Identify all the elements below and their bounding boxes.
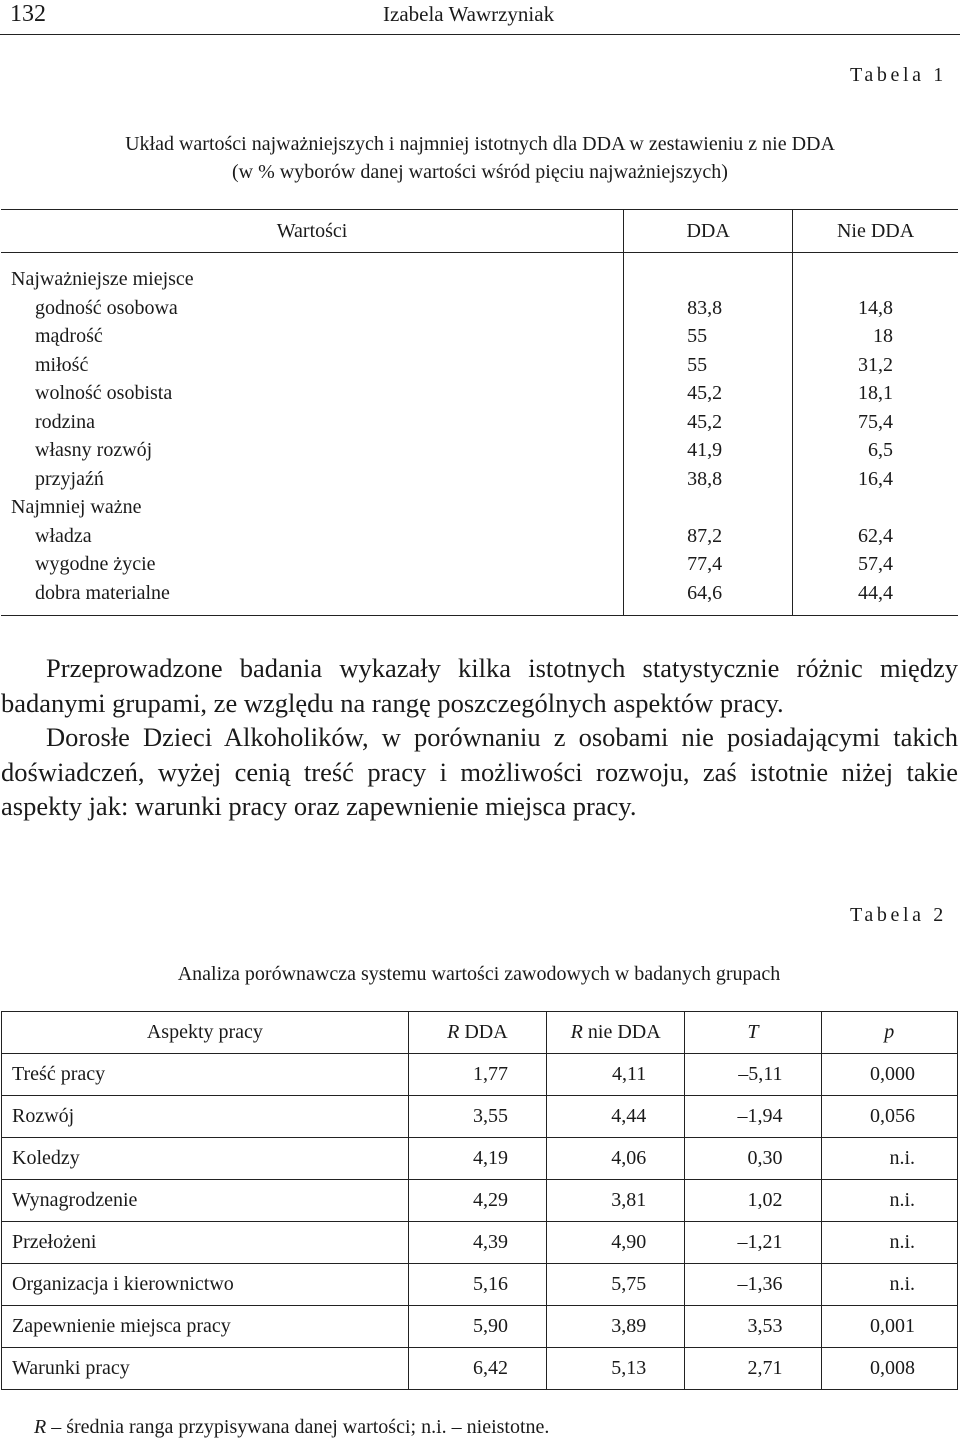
running-head-author: Izabela Wawrzyniak [383,2,555,26]
dda-percent [624,493,793,522]
p-value: n.i. [821,1180,957,1222]
value-label: przyjaźń [35,467,104,490]
value-label: dobra materialne [1,579,624,616]
values-table-header [1,210,958,253]
dda-percent: 77,4 [624,550,793,579]
value-label: wygodne życie [35,553,156,576]
nie-dda-percent: 62,4 [858,524,893,547]
column-header-r-dda: R DDA [408,1012,546,1054]
aspect: Organizacja i kierownictwo [2,1264,409,1306]
dda-percent: 55 [624,351,793,380]
value-label: mądrość [35,325,103,348]
r-dda-value: 4,19 [408,1138,546,1180]
p-value: 0,000 [821,1054,957,1096]
dda-percent: 45,2 [624,379,793,408]
t-value: 2,71 [685,1348,821,1390]
table-row [1,579,958,616]
aspect: Zapewnienie miejsca pracy [2,1306,409,1348]
value-label: miłość [35,353,89,376]
r-nie-dda-value: 4,90 [547,1222,685,1264]
table-row [2,1222,958,1264]
table-row [2,1180,958,1222]
value-label: wolność osobista [35,382,173,405]
body-text [1,651,958,824]
r-nie-dda-value: 5,13 [547,1348,685,1390]
table-row [2,1096,958,1138]
table2-label: Tabela 2 [850,904,947,926]
dda-percent: 64,6 [624,579,793,616]
r-nie-dda-value: 5,75 [547,1264,685,1306]
dda-percent: 83,8 [624,294,793,323]
table-row [1,408,958,437]
value-label: rodzina [35,410,95,433]
column-header-t: T [685,1012,821,1054]
column-header-aspects: Aspekty pracy [2,1012,409,1054]
t-value: –1,36 [685,1264,821,1306]
table-row [1,550,958,579]
nie-dda-percent: 16,4 [858,467,893,490]
aspect: Koledzy [2,1138,409,1180]
column-header-values: Wartości [1,210,624,253]
work-aspects-table-body [2,1054,958,1390]
aspect: Przełożeni [2,1222,409,1264]
table-row [1,294,958,323]
value-label: własny rozwój [35,439,153,462]
nie-dda-percent: 75,4 [858,410,893,433]
table-row [2,1054,958,1096]
column-header-r-nie-dda: R nie DDA [547,1012,685,1054]
p-value: 0,008 [821,1348,957,1390]
nie-dda-percent [793,253,958,294]
table-row [2,1348,958,1390]
values-table [1,209,958,616]
values-table-body [1,253,958,616]
p-value: 0,056 [821,1096,957,1138]
table-row [2,1306,958,1348]
table-row [1,322,958,351]
work-aspects-table-header [2,1012,958,1054]
table2-caption: Analiza porównawcza systemu wartości zawodowych w badanych grupach [177,963,781,985]
dda-percent: 41,9 [624,436,793,465]
t-value: –1,94 [685,1096,821,1138]
t-value: 1,02 [685,1180,821,1222]
paragraph: Dorosłe Dzieci Alkoholików, w porównaniu z osobami nie posiadającymi takich doświadczeń, wyżej cenią treść pracy i możliwości rozwoju, zaś istotnie niżej takie aspekty jak: warunki pracy oraz zapewnienie miejsca pracy. [1,722,958,821]
nie-dda-percent: 6,5 [868,439,893,462]
nie-dda-percent: 44,4 [793,579,958,616]
work-aspects-table [1,1011,958,1390]
r-nie-dda-value: 3,81 [547,1180,685,1222]
table-row [1,436,958,465]
aspect: Rozwój [2,1096,409,1138]
t-value: 0,30 [685,1138,821,1180]
nie-dda-percent: 31,2 [858,353,893,376]
r-nie-dda-value: 4,44 [547,1096,685,1138]
dda-percent: 55 [624,322,793,351]
r-dda-value: 6,42 [408,1348,546,1390]
table-group-row [1,493,958,522]
aspect: Treść pracy [2,1054,409,1096]
dda-percent: 45,2 [624,408,793,437]
r-dda-value: 1,77 [408,1054,546,1096]
table-row [2,1138,958,1180]
dda-percent: 87,2 [624,522,793,551]
column-header-p: p [821,1012,957,1054]
p-value: n.i. [821,1222,957,1264]
nie-dda-percent: 14,8 [858,296,893,319]
nie-dda-percent: 18 [873,325,893,348]
value-label: Najmniej ważne [11,496,142,519]
paragraph: Przeprowadzone badania wykazały kilka istotnych statystycznie różnic między badanymi grupami, ze względu na rangę poszczególnych aspektów pracy. [1,653,958,718]
table-row [2,1264,958,1306]
r-dda-value: 5,90 [408,1306,546,1348]
r-nie-dda-value: 4,11 [547,1054,685,1096]
r-dda-value: 3,55 [408,1096,546,1138]
r-nie-dda-value: 3,89 [547,1306,685,1348]
t-value: –5,11 [685,1054,821,1096]
dda-percent: 38,8 [624,465,793,494]
p-value: 0,001 [821,1306,957,1348]
table-group-row [1,253,958,294]
value-label: władza [35,524,92,547]
t-value: 3,53 [685,1306,821,1348]
nie-dda-percent: 18,1 [858,382,893,405]
value-label: Najważniejsze miejsce [11,268,194,291]
r-dda-value: 4,39 [408,1222,546,1264]
r-dda-value: 4,29 [408,1180,546,1222]
page-number: 132 [10,1,46,27]
table2-footnote: R – średnia ranga przypisywana danej wartości; n.i. – nieistotne. [34,1416,550,1438]
p-value: n.i. [821,1264,957,1306]
nie-dda-percent [793,493,958,522]
t-value: –1,21 [685,1222,821,1264]
dda-percent [624,253,793,294]
table1-label: Tabela 1 [850,64,947,86]
aspect: Wynagrodzenie [2,1180,409,1222]
r-dda-value: 5,16 [408,1264,546,1306]
p-value: n.i. [821,1138,957,1180]
table-row [1,351,958,380]
column-header-dda: DDA [624,210,793,253]
nie-dda-percent: 57,4 [858,553,893,576]
table-row [1,522,958,551]
value-label: godność osobowa [35,296,178,319]
table-row [1,465,958,494]
r-nie-dda-value: 4,06 [547,1138,685,1180]
table-row [1,379,958,408]
table1-caption-line1: Układ wartości najważniejszych i najmniej istotnych dla DDA w zestawieniu z nie DDA [125,133,835,155]
page-header [0,0,960,35]
aspect: Warunki pracy [2,1348,409,1390]
table1-caption-line2: (w % wyborów danej wartości wśród pięciu najważniejszych) [232,161,728,183]
column-header-nie-dda: Nie DDA [793,210,958,253]
